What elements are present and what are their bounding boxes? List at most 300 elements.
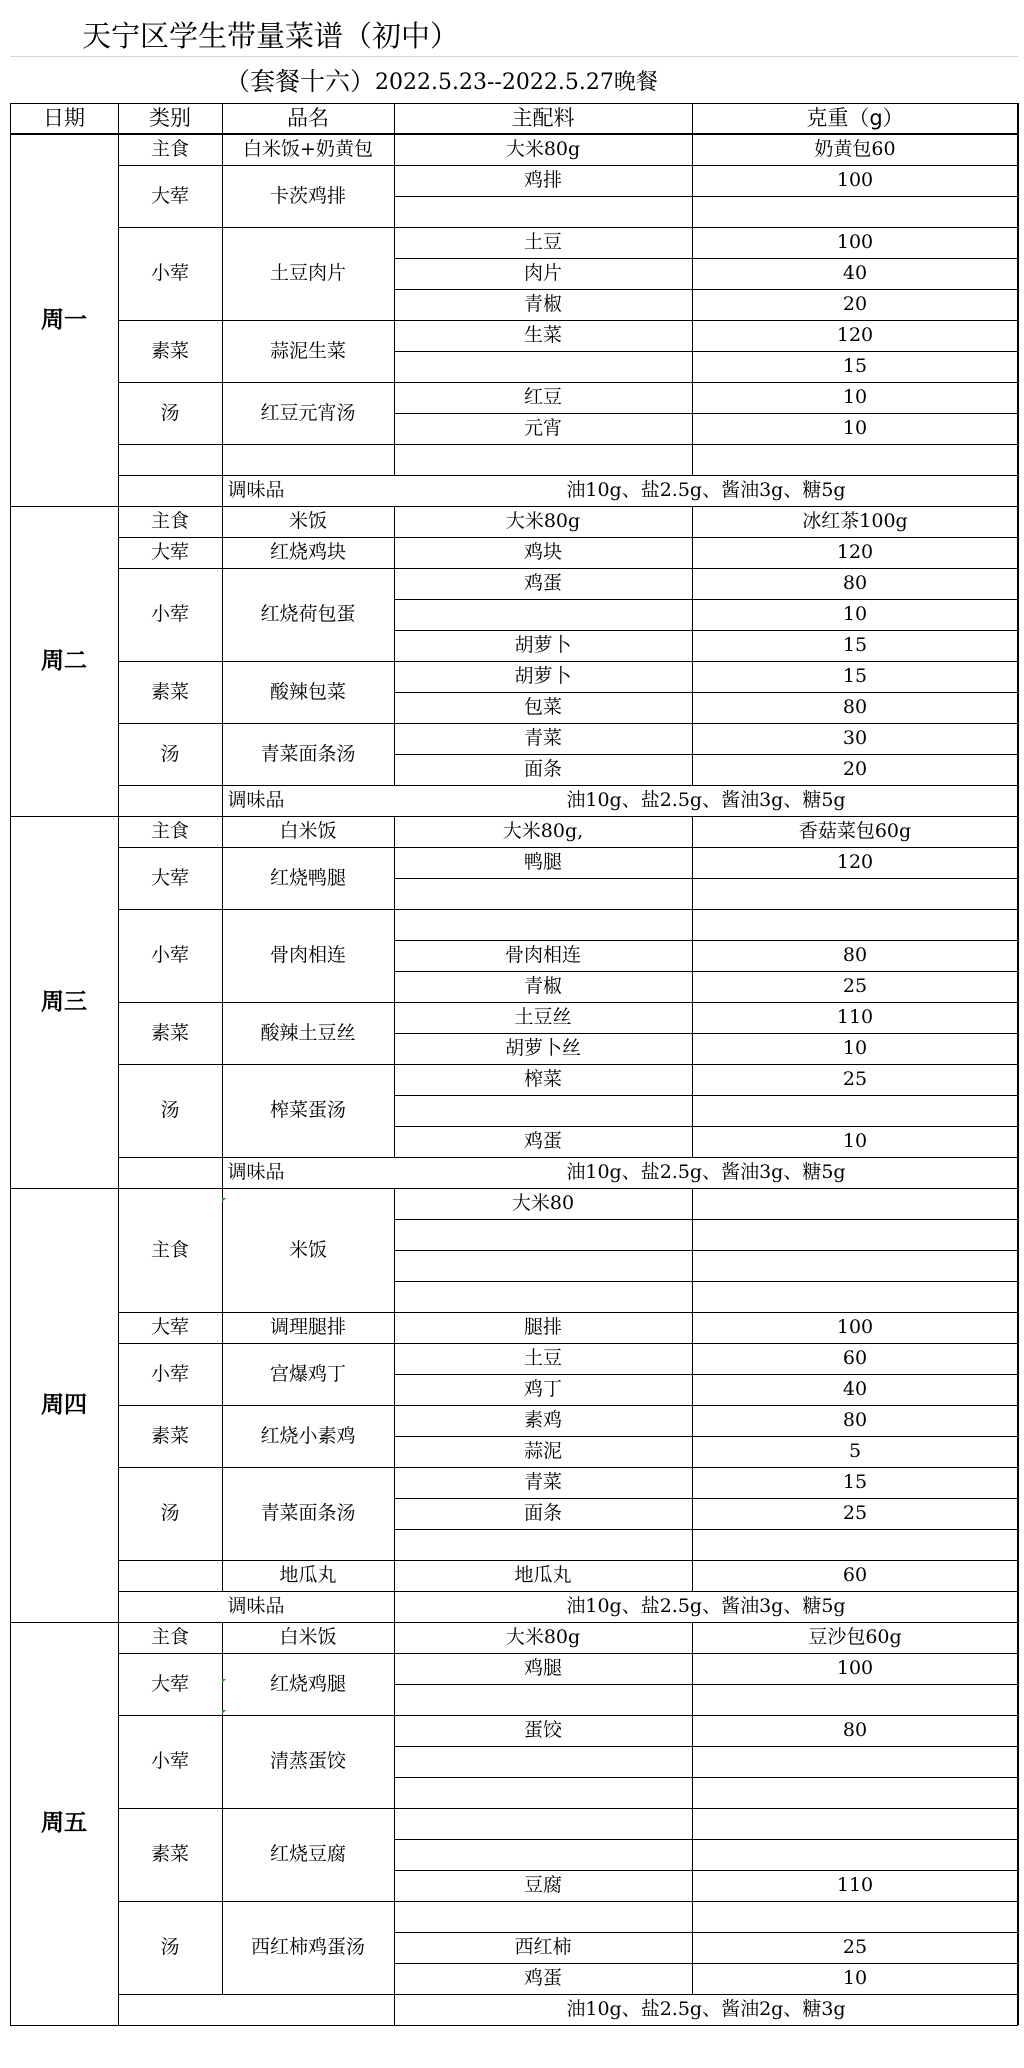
grid-line — [394, 1963, 1018, 1964]
dish-cell: 青菜面条汤 — [260, 1502, 356, 1524]
ingredient-cell: 青菜 — [523, 1471, 562, 1493]
grid-line — [118, 1467, 119, 1560]
grid-line — [394, 1560, 395, 1591]
ingredient-cell — [394, 1684, 692, 1715]
dish-cell: 红烧鸡块 — [269, 541, 346, 563]
grid-line — [118, 1343, 119, 1405]
grid-line — [692, 103, 693, 134]
grid-line — [118, 1188, 119, 1312]
ingredient-cell: 青菜 — [523, 727, 562, 749]
grid-line — [118, 537, 119, 568]
weight-cell — [692, 444, 1018, 475]
grid-line — [394, 196, 1018, 197]
grid-line — [222, 134, 223, 165]
category-cell: 小荤 — [150, 262, 189, 284]
grid-line — [10, 1188, 11, 1622]
grid-line — [394, 1064, 395, 1157]
dish-cell: 西红柿鸡蛋汤 — [250, 1936, 365, 1958]
category-cell — [118, 1560, 222, 1591]
weight-cell: 10 — [842, 1130, 868, 1152]
grid-line — [222, 1901, 223, 1994]
ingredient-cell: 胡萝卜 — [514, 665, 572, 687]
cell-comment-marker — [222, 1679, 226, 1683]
category-cell: 汤 — [160, 742, 180, 765]
ingredient-cell: 蛋饺 — [523, 1719, 562, 1741]
grid-line — [394, 1498, 1018, 1499]
ingredient-cell: 榨菜 — [523, 1068, 562, 1090]
grid-line — [394, 599, 1018, 600]
category-cell: 素菜 — [150, 339, 189, 362]
grid-line — [118, 568, 119, 661]
grid-line — [394, 754, 1018, 755]
category-cell: 主食 — [150, 820, 189, 842]
grid-line — [692, 1343, 693, 1405]
weight-cell — [692, 1901, 1018, 1932]
page-subtitle — [225, 60, 658, 100]
grid-line — [10, 56, 1018, 57]
grid-line — [692, 1560, 693, 1591]
grid-line — [394, 1033, 1018, 1034]
category-cell: 汤 — [160, 1502, 180, 1524]
dish-cell: 青菜面条汤 — [260, 742, 356, 765]
grid-line — [222, 1157, 223, 1188]
dish-cell: 米饭 — [288, 510, 327, 532]
weight-cell: 100 — [836, 1657, 874, 1679]
set-label: （套餐十六） — [225, 67, 376, 96]
category-cell: 小荤 — [150, 603, 189, 625]
grid-line — [394, 413, 1018, 414]
dish-cell: 宫爆鸡丁 — [269, 1362, 346, 1385]
dish-cell: 红烧鸡腿 — [269, 1672, 346, 1695]
weight-cell: 60 — [842, 1564, 868, 1586]
ingredient-cell: 鸡蛋 — [523, 1130, 562, 1152]
grid-line — [222, 165, 223, 227]
grid-line — [394, 1746, 1018, 1747]
ingredient-cell — [394, 878, 692, 909]
ingredient-cell — [394, 1808, 692, 1839]
weight-cell: 20 — [842, 293, 868, 315]
grid-line — [692, 134, 693, 165]
ingredient-cell: 鸡蛋 — [523, 572, 562, 594]
grid-line — [222, 1188, 223, 1312]
dish-cell — [222, 444, 394, 475]
grid-line — [222, 475, 223, 506]
grid-line — [394, 1374, 1018, 1375]
grid-line — [394, 1250, 1018, 1251]
weight-cell — [692, 1684, 1018, 1715]
weight-cell: 25 — [842, 1936, 868, 1958]
grid-line — [118, 785, 119, 816]
grid-line — [10, 103, 11, 134]
column-header-weight: 克重（g） — [806, 106, 904, 130]
dish-cell: 清蒸蛋饺 — [269, 1750, 346, 1772]
grid-line — [222, 227, 223, 320]
grid-line — [222, 1064, 223, 1157]
weight-cell: 80 — [842, 1719, 868, 1741]
grid-line — [692, 1715, 693, 1808]
weight-cell: 110 — [836, 1006, 874, 1028]
ingredient-cell — [394, 909, 692, 940]
grid-line — [692, 1901, 693, 1994]
ingredient-cell — [394, 1839, 692, 1870]
dish-cell: 红烧荷包蛋 — [260, 603, 356, 625]
grid-line — [10, 56, 11, 57]
category-cell: 小荤 — [150, 1750, 189, 1772]
grid-line — [692, 1064, 693, 1157]
grid-line — [394, 816, 395, 847]
grid-line — [394, 103, 395, 134]
ingredient-cell: 鸡丁 — [523, 1378, 562, 1400]
ingredient-cell: 大米80g — [505, 138, 581, 160]
grid-line — [394, 1002, 395, 1064]
grid-line — [394, 289, 1018, 290]
grid-line — [222, 444, 223, 475]
grid-line — [118, 320, 119, 382]
weight-cell: 10 — [842, 1037, 868, 1059]
seasoning-value: 油10g、盐2.5g、酱油3g、糖5g — [566, 1161, 846, 1183]
ingredient-cell — [394, 1095, 692, 1126]
weight-cell: 40 — [842, 1378, 868, 1400]
weight-cell: 80 — [842, 696, 868, 718]
weight-cell: 120 — [836, 851, 874, 873]
grid-line — [222, 506, 223, 537]
weight-cell — [692, 1188, 1018, 1219]
grid-line — [118, 1064, 119, 1157]
grid-line — [222, 320, 223, 382]
grid-line — [222, 847, 223, 909]
weight-cell: 香菇菜包60g — [798, 820, 912, 842]
grid-line — [394, 1095, 1018, 1096]
ingredient-cell — [394, 1281, 692, 1312]
dish-cell: 白米饭 — [279, 820, 337, 842]
weight-cell: 80 — [842, 944, 868, 966]
grid-line — [118, 1405, 119, 1467]
grid-line — [118, 816, 119, 847]
dish-cell: 红烧豆腐 — [269, 1843, 346, 1865]
weight-cell: 80 — [842, 572, 868, 594]
weight-cell: 100 — [836, 231, 874, 253]
category-cell: 小荤 — [150, 1362, 189, 1385]
ingredient-cell: 元宵 — [523, 417, 562, 439]
dish-cell: 白米饭+奶黄包 — [243, 138, 373, 160]
grid-line — [118, 1901, 119, 1994]
weight-cell: 100 — [836, 1316, 874, 1338]
grid-line — [394, 1343, 395, 1405]
ingredient-cell: 面条 — [523, 758, 562, 780]
category-cell: 大荤 — [150, 1316, 189, 1338]
grid-line — [394, 1777, 1018, 1778]
grid-line — [394, 692, 1018, 693]
grid-line — [394, 1405, 395, 1467]
cell-comment-marker — [222, 1198, 226, 1202]
ingredient-cell: 素鸡 — [523, 1409, 562, 1431]
grid-line — [10, 1622, 11, 2025]
grid-line — [394, 382, 395, 444]
grid-line — [692, 1405, 693, 1467]
ingredient-cell: 蒜泥 — [523, 1440, 562, 1462]
grid-line — [692, 444, 693, 475]
weight-cell: 豆沙包60g — [808, 1626, 902, 1648]
grid-line — [222, 1560, 223, 1591]
ingredient-cell — [394, 1777, 692, 1808]
grid-line — [394, 1901, 395, 1994]
category-cell: 大荤 — [150, 541, 189, 563]
dish-cell: 红豆元宵汤 — [260, 401, 356, 424]
grid-line — [394, 1684, 1018, 1685]
day-label: 周一 — [41, 306, 87, 333]
grid-line — [118, 1808, 119, 1901]
ingredient-cell: 土豆 — [523, 231, 562, 253]
grid-line — [118, 506, 119, 537]
grid-line — [222, 909, 223, 1002]
grid-line — [692, 1467, 693, 1560]
grid-line — [118, 134, 119, 165]
weight-cell — [692, 909, 1018, 940]
grid-line — [692, 537, 693, 568]
category-cell: 主食 — [150, 1626, 189, 1648]
weight-cell: 25 — [842, 1502, 868, 1524]
grid-line — [394, 661, 395, 723]
grid-line — [394, 1467, 395, 1560]
page-title: 天宁区学生带量菜谱（初中） — [82, 18, 460, 53]
grid-line — [692, 227, 693, 320]
dish-cell: 酸辣包菜 — [269, 680, 346, 703]
grid-line — [692, 506, 693, 537]
weight-cell — [692, 1808, 1018, 1839]
grid-line — [10, 506, 11, 816]
grid-line — [692, 1653, 693, 1715]
grid-line — [118, 1591, 119, 1622]
category-cell: 汤 — [160, 401, 180, 424]
category-cell: 汤 — [160, 1099, 180, 1121]
category-cell: 素菜 — [150, 1843, 189, 1865]
grid-line — [394, 1839, 1018, 1840]
grid-line — [394, 1994, 395, 2025]
weight-cell: 冰红茶100g — [802, 510, 908, 532]
weight-cell: 奶黄包60 — [814, 138, 896, 160]
ingredient-cell — [394, 351, 692, 382]
grid-line — [692, 661, 693, 723]
grid-line — [118, 475, 119, 506]
seasoning-label: 调味品 — [227, 789, 285, 811]
category-cell: 主食 — [150, 510, 189, 532]
dish-cell: 榨菜蛋汤 — [269, 1099, 346, 1121]
grid-line — [394, 1622, 395, 1653]
grid-line — [222, 103, 223, 134]
grid-line — [118, 1560, 119, 1591]
grid-line — [222, 1002, 223, 1064]
grid-line — [118, 1622, 119, 1653]
grid-line — [1017, 103, 1019, 2025]
grid-line — [692, 568, 693, 661]
grid-line — [222, 537, 223, 568]
grid-line — [222, 816, 223, 847]
grid-line — [118, 1653, 119, 1715]
ingredient-cell — [394, 1219, 692, 1250]
grid-line — [394, 1715, 395, 1808]
weight-cell — [692, 1095, 1018, 1126]
dish-cell: 酸辣土豆丝 — [260, 1021, 356, 1044]
dish-cell: 地瓜丸 — [279, 1564, 337, 1586]
grid-line — [118, 723, 119, 785]
category-cell: 主食 — [150, 138, 189, 160]
weight-cell: 20 — [842, 758, 868, 780]
dish-cell: 调理腿排 — [269, 1316, 346, 1338]
column-header-date: 日期 — [43, 106, 85, 130]
dish-cell: 土豆肉片 — [269, 262, 346, 284]
grid-line — [222, 382, 223, 444]
ingredient-cell: 土豆 — [523, 1347, 562, 1369]
grid-line — [118, 1312, 119, 1343]
weight-cell: 15 — [842, 665, 868, 687]
ingredient-cell: 鸡腿 — [523, 1657, 562, 1679]
grid-line — [394, 847, 395, 909]
weight-cell: 120 — [836, 541, 874, 563]
grid-line — [10, 816, 11, 1188]
ingredient-cell: 胡萝卜丝 — [504, 1037, 581, 1059]
grid-line — [394, 1932, 1018, 1933]
weight-cell: 120 — [836, 324, 874, 346]
grid-line — [394, 1281, 1018, 1282]
ingredient-cell: 西红柿 — [514, 1936, 572, 1958]
grid-line — [118, 847, 119, 909]
weight-cell — [692, 196, 1018, 227]
grid-line — [10, 134, 11, 506]
date-range: 2022.5.23--2022.5.27晚餐 — [375, 69, 658, 95]
grid-line — [394, 1591, 395, 1622]
ingredient-cell: 鸡块 — [523, 541, 562, 563]
grid-line — [394, 723, 395, 785]
weight-cell: 15 — [842, 634, 868, 656]
category-cell: 主食 — [150, 1238, 189, 1261]
day-label: 周二 — [41, 647, 87, 674]
grid-line — [222, 1808, 223, 1901]
grid-line — [222, 1405, 223, 1467]
ingredient-cell: 包菜 — [523, 696, 562, 718]
ingredient-cell — [394, 599, 692, 630]
dish-cell: 白米饭 — [279, 1626, 337, 1648]
weight-cell — [692, 1250, 1018, 1281]
grid-line — [394, 320, 395, 382]
column-header-ingredient: 主配料 — [511, 106, 575, 130]
grid-line — [222, 568, 223, 661]
ingredient-cell: 地瓜丸 — [514, 1564, 572, 1586]
weight-cell: 110 — [836, 1874, 874, 1896]
grid-line — [394, 227, 395, 320]
grid-line — [394, 1653, 395, 1715]
grid-line — [118, 661, 119, 723]
grid-line — [118, 165, 119, 227]
grid-line — [394, 630, 1018, 631]
dish-cell: 红烧鸭腿 — [269, 866, 346, 889]
grid-line — [118, 1157, 119, 1188]
grid-line — [222, 1653, 223, 1715]
grid-line — [118, 1002, 119, 1064]
grid-line — [692, 1622, 693, 1653]
ingredient-cell: 大米80g — [505, 1626, 581, 1648]
grid-line — [394, 878, 1018, 879]
grid-line — [394, 1436, 1018, 1437]
weight-cell — [692, 1529, 1018, 1560]
grid-line — [394, 134, 395, 165]
grid-line — [118, 103, 119, 134]
ingredient-cell: 大米80g — [505, 510, 581, 532]
grid-line — [394, 506, 395, 537]
grid-line — [118, 1994, 119, 2025]
grid-line — [394, 1219, 1018, 1220]
ingredient-cell — [394, 196, 692, 227]
category-cell: 大荤 — [150, 184, 189, 207]
ingredient-cell: 鸭腿 — [523, 851, 562, 873]
grid-line — [692, 165, 693, 227]
grid-line — [394, 1188, 395, 1312]
weight-cell: 15 — [842, 1471, 868, 1493]
ingredient-cell: 骨肉相连 — [504, 944, 581, 966]
grid-line — [222, 723, 223, 785]
category-cell — [118, 444, 222, 475]
dish-cell: 蒜泥生菜 — [269, 339, 346, 362]
ingredient-cell: 鸡蛋 — [523, 1967, 562, 1989]
ingredient-cell: 生菜 — [523, 324, 562, 346]
ingredient-cell: 面条 — [523, 1502, 562, 1524]
seasoning-value: 油10g、盐2.5g、酱油3g、糖5g — [566, 479, 846, 501]
grid-line — [222, 1467, 223, 1560]
weight-cell: 25 — [842, 1068, 868, 1090]
weight-cell: 40 — [842, 262, 868, 284]
grid-line — [692, 847, 693, 909]
grid-line — [222, 1343, 223, 1405]
grid-line — [222, 1715, 223, 1808]
ingredient-cell: 青椒 — [523, 975, 562, 997]
weight-cell: 30 — [842, 727, 868, 749]
ingredient-cell — [394, 1529, 692, 1560]
category-cell: 素菜 — [150, 1021, 189, 1044]
grid-line — [222, 661, 223, 723]
dish-cell: 骨肉相连 — [269, 944, 346, 966]
grid-line — [118, 227, 119, 320]
grid-line — [118, 909, 119, 1002]
grid-line — [394, 351, 1018, 352]
grid-line — [394, 1870, 1018, 1871]
seasoning-value: 油10g、盐2.5g、酱油3g、糖5g — [566, 1595, 846, 1617]
grid-line — [394, 1312, 395, 1343]
grid-line — [118, 382, 119, 444]
column-header-dish: 品名 — [287, 106, 329, 130]
ingredient-cell — [394, 1250, 692, 1281]
grid-line — [692, 1808, 693, 1901]
grid-line — [118, 1715, 119, 1808]
category-cell: 素菜 — [150, 1424, 189, 1447]
seasoning-value: 油10g、盐2.5g、酱油2g、糖3g — [566, 1998, 846, 2020]
ingredient-cell — [394, 444, 692, 475]
grid-line — [692, 723, 693, 785]
ingredient-cell: 大米80g, — [502, 820, 584, 842]
ingredient-cell: 土豆丝 — [514, 1006, 572, 1028]
column-header-category: 类别 — [149, 106, 191, 130]
cell-comment-marker — [222, 1710, 226, 1714]
grid-line — [394, 1126, 1018, 1127]
ingredient-cell: 肉片 — [523, 262, 562, 284]
weight-cell: 5 — [848, 1440, 862, 1462]
weight-cell: 10 — [842, 386, 868, 408]
day-label: 周五 — [41, 1810, 87, 1836]
weight-cell: 10 — [842, 603, 868, 625]
grid-line — [394, 444, 395, 475]
dish-cell: 米饭 — [288, 1238, 327, 1261]
grid-line — [692, 1002, 693, 1064]
ingredient-cell: 青椒 — [523, 293, 562, 315]
weight-cell — [692, 878, 1018, 909]
